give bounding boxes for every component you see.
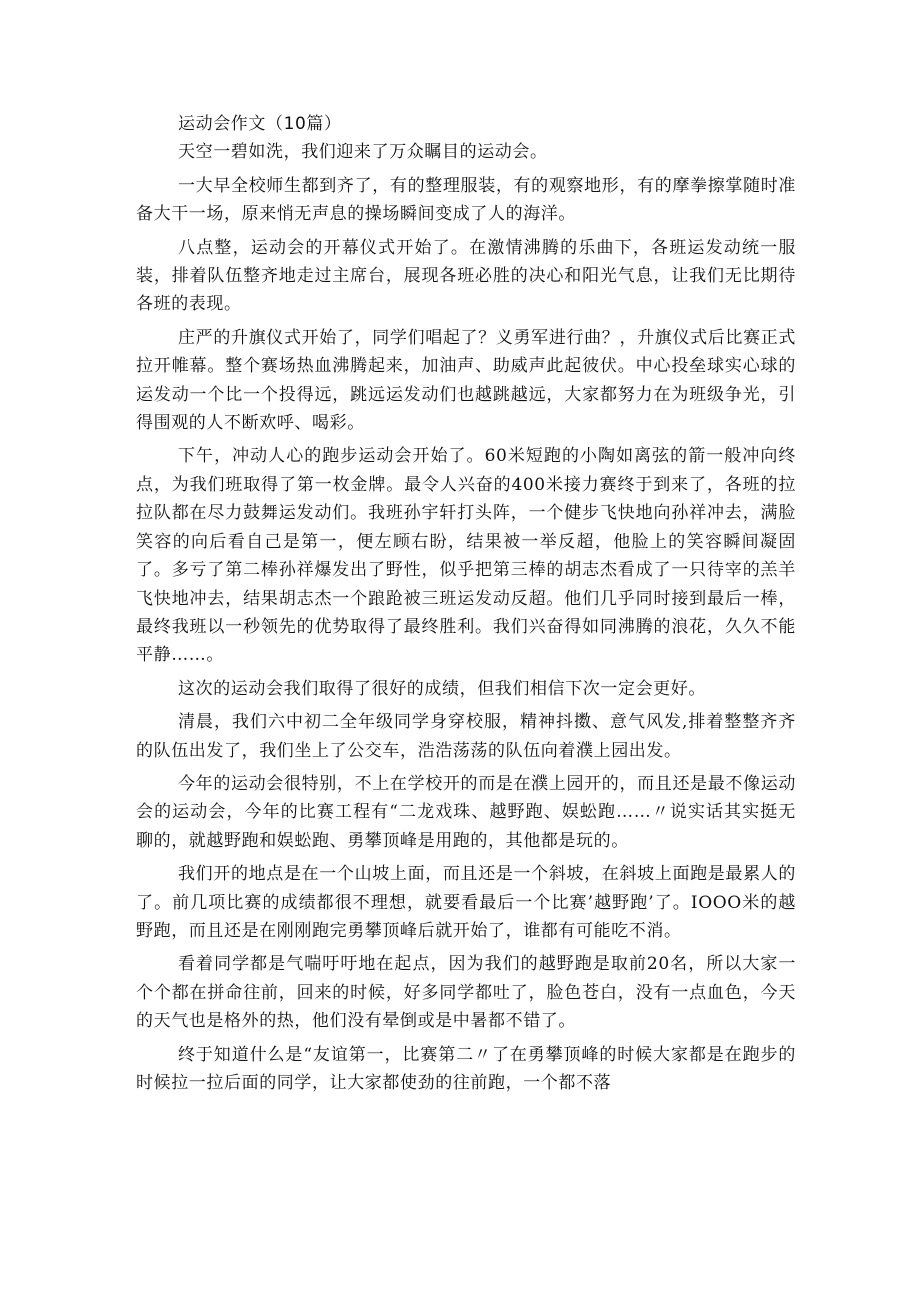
paragraph-11: 终于知道什么是“友谊第一，比赛第二〃了在勇攀顶峰的时候大家都是在跑步的时候拉一拉后面的同学，让大家都使劲的往前跑，一个都不落 bbox=[136, 1044, 796, 1093]
document-title: 运动会作文（10篇） bbox=[178, 114, 342, 134]
paragraph-1: 天空一碧如洗，我们迎来了万众瞩目的运动会。 bbox=[178, 142, 548, 163]
document-page bbox=[136, 110, 796, 1097]
paragraph-10: 看着同学都是气喘吁吁地在起点，因为我们的越野跑是取前20名，所以大家一个个都在拼命往前，回来的时候，好多同学都吐了，脸色苍白，没有一点血色，今天的天气也是格外的热，他们没有晕倒或是中暑都不错了。 bbox=[136, 954, 796, 1032]
paragraph-7: 清晨，我们六中初二全年级同学身穿校服，精神抖擞、意气风发,排着整整齐齐的队伍出发了，我们坐上了公交车，浩浩荡荡的队伍向着濮上园出发。 bbox=[136, 712, 796, 761]
paragraph-5: 下午，冲动人心的跑步运动会开始了。60米短跑的小陶如离弦的箭一般冲向终点，为我们班取得了第一枚金牌。最令人兴奋的400米接力赛终于到来了，各班的拉拉队都在尽力鼓舞运发动们。我班孙宇轩打头阵，一个健步飞快地向孙祥冲去，满脸笑容的向后看自己是第一，便左顾右盼，结果被一举反超，他脸上的笑容瞬间凝固了。多亏了第二棒孙祥爆发出了野性，似乎把第三棒的胡志杰看成了一只待宰的羔羊飞快地冲去，结果胡志杰一个踉跄被三班运发动反超。他们几乎同时接到最后一棒，最终我班以一秒领先的优势取得了最终胜利。我们兴奋得如同沸腾的浪花，久久不能平静……。 bbox=[136, 446, 796, 666]
paragraph-8: 今年的运动会很特别，不上在学校开的而是在濮上园开的，而且还是最不像运动会的运动会，今年的比赛工程有“二龙戏珠、越野跑、娱蚣跑……〃说实话其实挺无聊的，就越野跑和娱蚣跑、勇攀顶峰是用跑的，其他都是玩的。 bbox=[136, 773, 796, 851]
paragraph-3: 八点整，运动会的开幕仪式开始了。在激情沸腾的乐曲下，各班运发动统一服装，排着队伍整齐地走过主席台，展现各班必胜的决心和阳光气息，让我们无比期待各班的表现。 bbox=[136, 237, 796, 315]
paragraph-9: 我们开的地点是在一个山坡上面，而且还是一个斜坡，在斜坡上面跑是最累人的了。前几项比赛的成绩都很不理想，就要看最后一个比赛’越野跑’了。IOOO米的越野跑，而且还是在刚刚跑完勇攀顶峰后就开始了，谁都有可能吃不消。 bbox=[136, 864, 796, 941]
paragraph-2: 一大早全校师生都到齐了，有的整理服装，有的观察地形，有的摩拳擦掌随时准备大干一场，原来悄无声息的操场瞬间变成了人的海洋。 bbox=[136, 175, 796, 225]
paragraph-6: 这次的运动会我们取得了很好的成绩，但我们相信下次一定会更好。 bbox=[178, 678, 706, 699]
paragraph-4: 庄严的升旗仪式开始了，同学们唱起了？义勇军进行曲？，升旗仪式后比赛正式拉开帷幕。整个赛场热血沸腾起来，加油声、助威声此起彼伏。中心投垒球实心球的运发动一个比一个投得远，跳远运发动们也越跳越远，大家都努力在为班级争光，引得围观的人不断欢呼、喝彩。 bbox=[136, 327, 796, 434]
